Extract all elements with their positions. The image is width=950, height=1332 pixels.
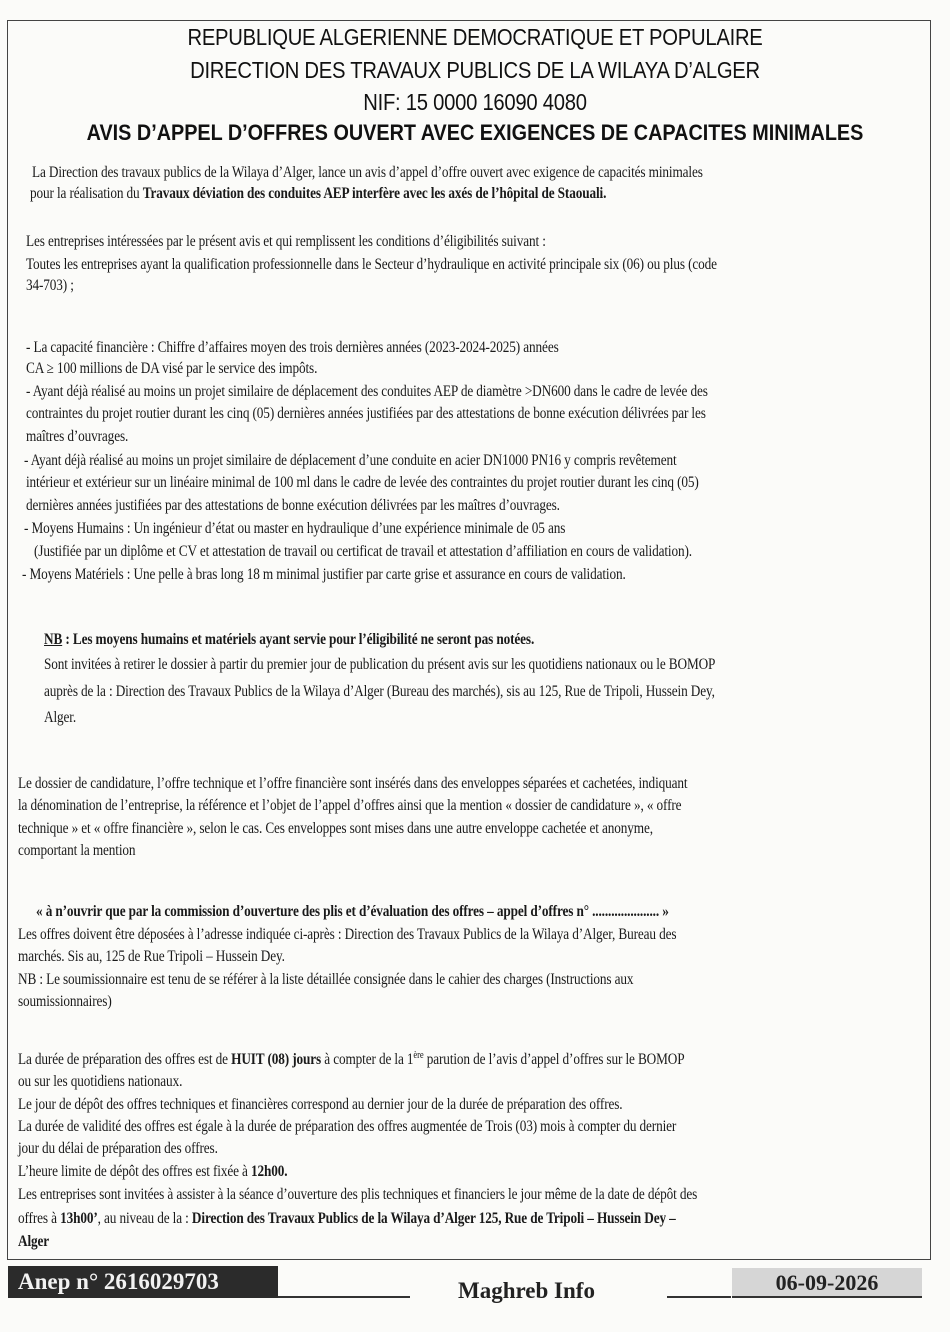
header-nif: NIF: 15 0000 16090 4080	[363, 89, 587, 115]
duration-line-1: La durée de préparation des offres est de HUIT (08) jours à compter de la 1ère parution de l’avis d’appel d’offres sur le BOMOP	[18, 1050, 685, 1069]
validity-line-2: jour du délai de préparation des offres.	[18, 1140, 218, 1157]
intro-line-1: La Direction des travaux publics de la Wilaya d’Alger, lance un avis d’appel d’offre ouvert avec exigence de capacités minimales	[32, 164, 703, 181]
header-republic: REPUBLIQUE ALGERIENNE DEMOCRATIQUE ET POPULAIRE	[187, 24, 763, 50]
nb-retrieve-2: auprès de la : Direction des Travaux Publics de la Wilaya d’Alger (Bureau des marchés), sis au 125, Rue de Tripoli, Hussein Dey,	[44, 683, 715, 700]
opening-line-2: offres à 13h00’, au niveau de la : Direction des Travaux Publics de la Wilaya d’Alger 125, Rue de Tripoli – Hussein Dey –	[18, 1210, 676, 1227]
criteria-human-2: (Justifiée par un diplôme et CV et attestation de travail ou certificat de travail et attestation d’affiliation en cours de validation).	[34, 543, 692, 560]
nb-cahier-1: NB : Le soumissionnaire est tenu de se référer à la liste détaillée consignée dans le cahier des charges (Instructions aux	[18, 971, 634, 988]
nb-retrieve-1: Sont invitées à retirer le dossier à partir du premier jour de publication du présent avis sur les quotidiens nationaux ou le BOMOP	[44, 656, 716, 673]
criteria-project1-3: maîtres d’ouvrages.	[26, 428, 129, 445]
deposit-address-1: Les offres doivent être déposées à l’adresse indiquée ci-après : Direction des Travaux Publics de la Wilaya d’Alger, Bureau des	[18, 926, 677, 943]
dossier-line-3: technique » et « offre financière », selon le cas. Ces enveloppes sont mises dans une autre enveloppe cachetée et anonyme,	[18, 820, 653, 837]
nb-retrieve-3: Alger.	[44, 709, 77, 726]
deposit-address-2: marchés. Sis au, 125 de Rue Tripoli – Hussein Dey.	[18, 948, 285, 965]
newspaper-name: Maghreb Info	[458, 1278, 595, 1303]
nb-evaluation-note: NB : Les moyens humains et matériels ayant servie pour l’éligibilité ne seront pas notées.	[44, 631, 535, 648]
duration-line-2: ou sur les quotidiens nationaux.	[18, 1073, 183, 1090]
deposit-day: Le jour de dépôt des offres techniques et financières correspond au dernier jour de la durée de préparation des offres.	[18, 1096, 623, 1113]
criteria-material: - Moyens Matériels : Une pelle à bras long 18 m minimal justifier par carte grise et assurance en cours de validation.	[22, 566, 626, 583]
criteria-project2-2: intérieur et extérieur sur un linéaire minimal de 100 ml dans le cadre de levée des contraintes du projet routier durant les cinq (05)	[26, 474, 699, 491]
header-direction: DIRECTION DES TRAVAUX PUBLICS DE LA WILAYA D’ALGER	[190, 57, 760, 83]
criteria-financial-2: CA ≥ 100 millions de DA visé par le service des impôts.	[26, 360, 318, 377]
criteria-human-1: - Moyens Humains : Un ingénieur d’état ou master en hydraulique d’une expérience minimale de 05 ans	[24, 520, 566, 537]
publication-date: 06-09-2026	[732, 1268, 922, 1298]
opening-line-3: Alger	[18, 1233, 50, 1250]
footer-rule-right	[667, 1296, 731, 1298]
dossier-line-4: comportant la mention	[18, 842, 136, 859]
opening-line-1: Les entreprises sont invitées à assister à la séance d’ouverture des plis techniques et financiers le jour même de la date de dépôt des	[18, 1186, 698, 1203]
eligibility-line-1: Les entreprises intéressées par le présent avis et qui remplissent les conditions d’éligibilités suivant :	[26, 233, 546, 250]
intro-line-2: pour la réalisation du Travaux déviation des conduites AEP interfère avec les axés de l’hôpital de Staouali.	[30, 185, 607, 202]
mention-line: « à n’ouvrir que par la commission d’ouverture des plis et d’évaluation des offres – appel d’offres n° ..................... »	[36, 903, 669, 920]
nb-cahier-2: soumissionnaires)	[18, 993, 112, 1010]
criteria-financial-1: - La capacité financière : Chiffre d’affaires moyen des trois dernières années (2023-2024-2025) années	[26, 339, 559, 356]
criteria-project2-3: dernières années justifiées par des attestations de bonne exécution délivrées par les maîtres d’ouvrages.	[26, 497, 560, 514]
notice-title: AVIS D’APPEL D’OFFRES OUVERT AVEC EXIGENCES DE CAPACITES MINIMALES	[86, 120, 864, 145]
eligibility-line-3: 34-703) ;	[26, 277, 74, 294]
nb-label: NB	[44, 631, 63, 648]
dossier-line-2: la dénomination de l’entreprise, la référence et l’objet de l’appel d’offres ainsi que la mention « dossier de candidature », « offre	[18, 797, 682, 814]
validity-line-1: La durée de validité des offres est égale à la durée de préparation des offres augmentée de Trois (03) mois à compter du dernier	[18, 1118, 677, 1135]
anep-number: Anep n° 2616029703	[8, 1266, 278, 1298]
criteria-project1-1: - Ayant déjà réalisé au moins un projet similaire de déplacement des conduites AEP de diamètre >DN600 dans le cadre de levée des	[26, 383, 708, 400]
criteria-project1-2: contraintes du projet routier durant les cinq (05) dernières années justifiées par des attestations de bonne exécution délivrées par les	[26, 405, 706, 422]
criteria-project2-1: - Ayant déjà réalisé au moins un projet similaire de déplacement d’une conduite en acier DN1000 PN16 y compris revêtement	[24, 452, 677, 469]
dossier-line-1: Le dossier de candidature, l’offre technique et l’offre financière sont insérés dans des enveloppes séparées et cachetées, indiquant	[18, 775, 688, 792]
eligibility-line-2: Toutes les entreprises ayant la qualification professionnelle dans le Secteur d’hydraulique en activité principale six (06) ou plus (code	[26, 256, 717, 273]
deposit-deadline: L’heure limite de dépôt des offres est fixée à 12h00.	[18, 1163, 288, 1180]
footer-rule-left	[278, 1296, 410, 1298]
project-title: Travaux déviation des conduites AEP interfère avec les axés de l’hôpital de Staouali.	[142, 185, 607, 202]
